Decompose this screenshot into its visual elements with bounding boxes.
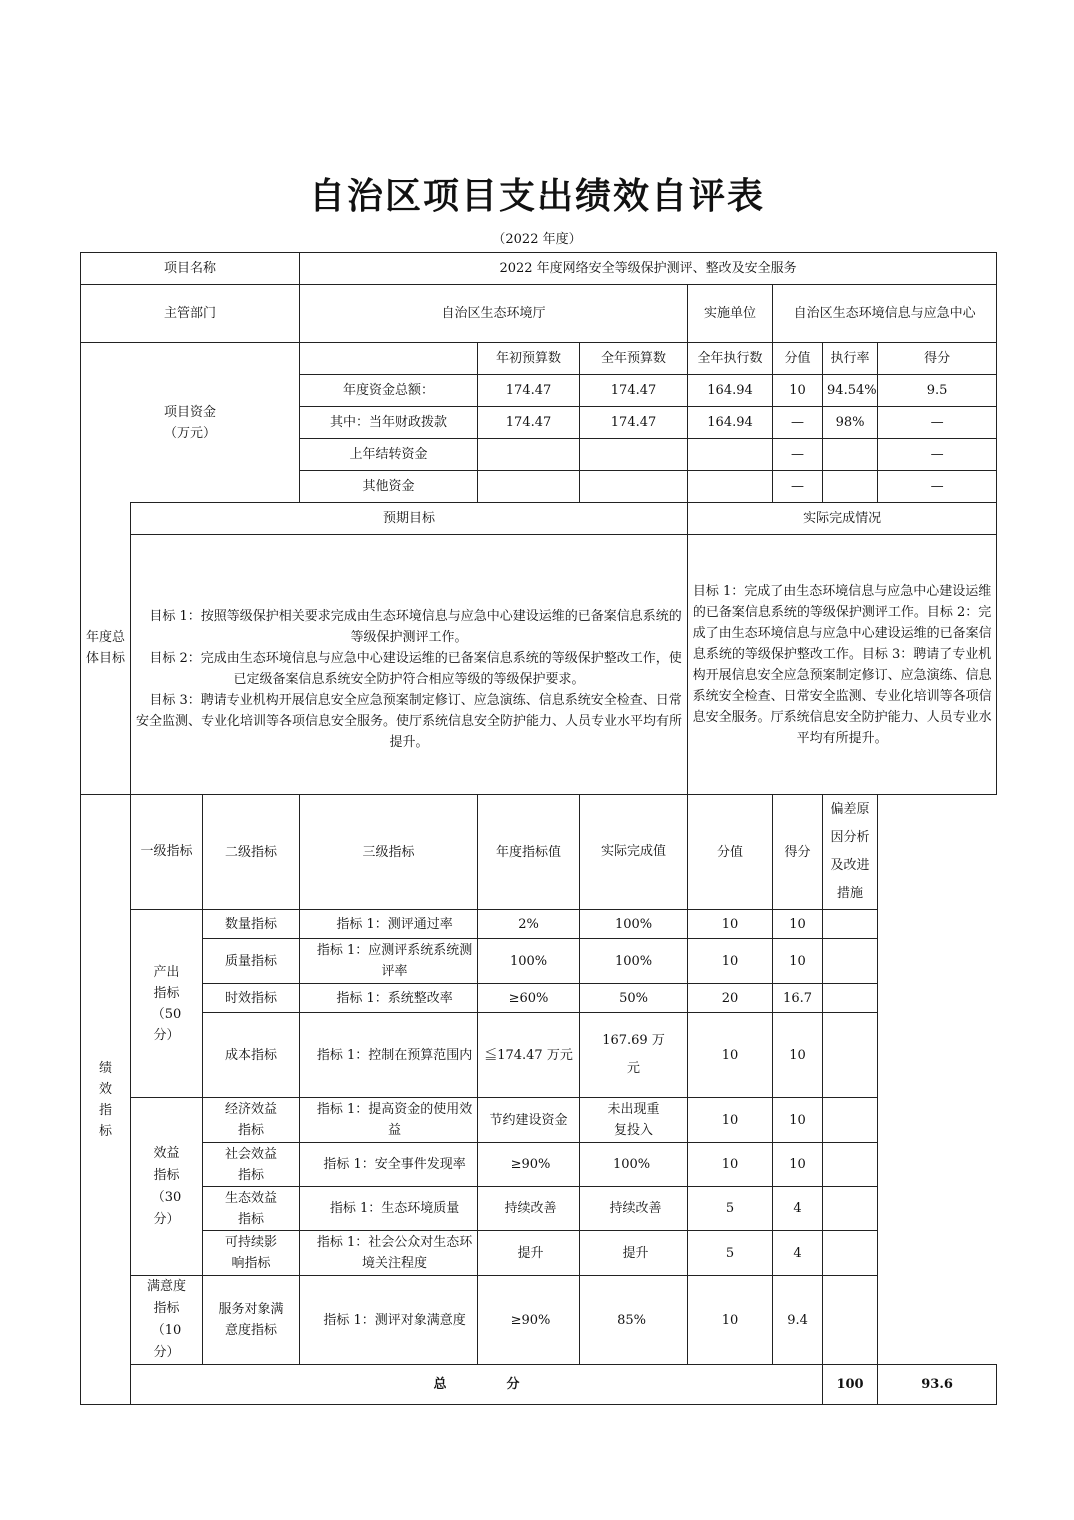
reason-cell [823, 1231, 878, 1276]
level3-cell: 指标 1：生态环境质量 [300, 1187, 478, 1231]
funds-cell: — [773, 407, 823, 439]
header-reason: 偏差原因分析及改进措施 [823, 795, 878, 910]
funds-cell: 10 [773, 375, 823, 407]
funds-cell [580, 471, 688, 503]
header-target: 年度指标值 [478, 795, 580, 910]
target-cell: ≥90% [478, 1276, 580, 1365]
level3-cell: 指标 1：应测评系统系统测评率 [300, 939, 478, 984]
total-score: 100 [823, 1365, 878, 1405]
got-cell: 4 [773, 1187, 823, 1231]
goals-actual: 目标 1：完成了由生态环境信息与应急中心建设运维的已备案信息系统的等级保护测评工作。目标 2：完成了由生态环境信息与应急中心建设运维的已备案信息系统的等级保护整改工作。目标 3：聘请了专业机构开展信息安全应急预案制定修订、应急演练、信息系统安全检查、日常安全监测、专业化培训等各项信息安全服务。厅系统信息安全防护能力、人员专业水平均有所提升。 [688, 535, 997, 795]
level2-cell: 数量指标 [203, 910, 300, 939]
score-cell: 10 [688, 1276, 773, 1365]
funds-header-rate: 执行率 [823, 343, 878, 375]
funds-cell: 164.94 [688, 375, 773, 407]
funds-cell: 174.47 [580, 375, 688, 407]
page-title: 自治区项目支出绩效自评表 [308, 176, 765, 217]
dept-value: 自治区生态环境厅 [300, 285, 688, 343]
actual-cell: 100% [580, 910, 688, 939]
reason-cell [823, 1013, 878, 1098]
goal-expected-2: 目标 2：完成由生态环境信息与应急中心建设运维的已备案信息系统的等级保护整改工作，使已定级备案信息系统安全防护符合相应等级的等级保护要求。 [149, 650, 682, 687]
goals-expected [131, 535, 688, 795]
impl-label: 实施单位 [688, 285, 773, 343]
indicators-label: 绩效指标 [81, 795, 131, 1405]
funds-unit: （万元） [164, 425, 217, 441]
goals-actual-header: 实际完成情况 [688, 503, 997, 535]
funds-header-executed: 全年执行数 [688, 343, 773, 375]
level3-cell: 指标 1：测评对象满意度 [300, 1276, 478, 1365]
level3-cell: 指标 1：测评通过率 [300, 910, 478, 939]
reason-cell [823, 1276, 878, 1365]
funds-header-got: 得分 [878, 343, 997, 375]
funds-cell: 94.54% [823, 375, 878, 407]
actual-cell: 50% [580, 984, 688, 1013]
target-cell: ≥90% [478, 1143, 580, 1187]
funds-cell: — [878, 439, 997, 471]
score-cell: 5 [688, 1187, 773, 1231]
actual-cell: 未出现重复投入 [580, 1098, 688, 1143]
header-got: 得分 [773, 795, 823, 910]
header-actual: 实际完成值 [580, 795, 688, 910]
level3-cell: 指标 1：控制在预算范围内 [300, 1013, 478, 1098]
target-cell: 提升 [478, 1231, 580, 1276]
actual-cell: 100% [580, 1143, 688, 1187]
funds-header-score: 分值 [773, 343, 823, 375]
level3-cell: 指标 1：提高资金的使用效益 [300, 1098, 478, 1143]
funds-cell: 164.94 [688, 407, 773, 439]
page-subtitle: （2022 年度） [492, 232, 582, 247]
header-level2: 二级指标 [203, 795, 300, 910]
funds-cell: — [878, 471, 997, 503]
funds-cell [478, 439, 580, 471]
actual-cell: 85% [580, 1276, 688, 1365]
level3-cell: 指标 1：安全事件发现率 [300, 1143, 478, 1187]
target-cell: 100% [478, 939, 580, 984]
level3-cell: 指标 1：社会公众对生态环境关注程度 [300, 1231, 478, 1276]
target-cell: 持续改善 [478, 1187, 580, 1231]
goals-label: 年度总体目标 [81, 503, 131, 795]
level2-cell: 社会效益指标 [203, 1143, 300, 1187]
score-cell: 10 [688, 910, 773, 939]
score-cell: 20 [688, 984, 773, 1013]
funds-row-name: 其中：当年财政拨款 [300, 407, 478, 439]
got-cell: 9.4 [773, 1276, 823, 1365]
project-name-value: 2022 年度网络安全等级保护测评、整改及安全服务 [300, 253, 997, 285]
funds-row-name: 上年结转资金 [300, 439, 478, 471]
score-cell: 10 [688, 1013, 773, 1098]
level2-cell: 生态效益指标 [203, 1187, 300, 1231]
funds-cell: — [878, 407, 997, 439]
funds-cell [688, 471, 773, 503]
actual-cell: 167.69 万元 [580, 1013, 688, 1098]
goal-expected-1: 目标 1：按照等级保护相关要求完成由生态环境信息与应急中心建设运维的已备案信息系统的等级保护测评工作。 [149, 608, 682, 645]
header-score: 分值 [688, 795, 773, 910]
target-cell: ≦174.47 万元 [478, 1013, 580, 1098]
funds-header-full: 全年预算数 [580, 343, 688, 375]
goals-expected-header: 预期目标 [131, 503, 688, 535]
actual-cell: 提升 [580, 1231, 688, 1276]
funds-header-blank [300, 343, 478, 375]
funds-cell: — [773, 439, 823, 471]
funds-label [81, 343, 300, 503]
evaluation-table [80, 252, 997, 1405]
level2-cell: 经济效益指标 [203, 1098, 300, 1143]
level2-cell: 质量指标 [203, 939, 300, 984]
reason-cell [823, 984, 878, 1013]
reason-cell [823, 1098, 878, 1143]
group-output: 产出指标（50 分） [131, 910, 203, 1098]
header-level3: 三级指标 [300, 795, 478, 910]
reason-cell [823, 1143, 878, 1187]
funds-cell: 174.47 [478, 375, 580, 407]
target-cell: 2% [478, 910, 580, 939]
got-cell: 10 [773, 1098, 823, 1143]
funds-header-initial: 年初预算数 [478, 343, 580, 375]
total-got: 93.6 [878, 1365, 997, 1405]
total-label-a: 总 [433, 1377, 447, 1392]
level2-cell: 可持续影响指标 [203, 1231, 300, 1276]
total-label-b: 分 [506, 1377, 520, 1392]
funds-cell: — [773, 471, 823, 503]
funds-cell [823, 439, 878, 471]
funds-cell [688, 439, 773, 471]
funds-row-name: 其他资金 [300, 471, 478, 503]
reason-cell [823, 910, 878, 939]
level2-cell: 服务对象满意度指标 [203, 1276, 300, 1365]
funds-label-text: 项目资金 [164, 404, 217, 420]
level3-cell: 指标 1：系统整改率 [300, 984, 478, 1013]
got-cell: 10 [773, 1013, 823, 1098]
actual-cell: 持续改善 [580, 1187, 688, 1231]
target-cell: ≥60% [478, 984, 580, 1013]
group-benefit: 效益指标（30 分） [131, 1098, 203, 1276]
got-cell: 10 [773, 939, 823, 984]
group-satisfaction: 满意度指标（10 分） [131, 1276, 203, 1365]
score-cell: 10 [688, 1098, 773, 1143]
dept-label: 主管部门 [81, 285, 300, 343]
score-cell: 10 [688, 1143, 773, 1187]
target-cell: 节约建设资金 [478, 1098, 580, 1143]
level2-cell: 时效指标 [203, 984, 300, 1013]
header-level1: 一级指标 [131, 795, 203, 910]
funds-cell: 174.47 [580, 407, 688, 439]
got-cell: 4 [773, 1231, 823, 1276]
reason-cell [823, 1187, 878, 1231]
funds-cell [823, 471, 878, 503]
funds-row-name: 年度资金总额： [300, 375, 478, 407]
got-cell: 16.7 [773, 984, 823, 1013]
score-cell: 5 [688, 1231, 773, 1276]
funds-cell [478, 471, 580, 503]
funds-cell [580, 439, 688, 471]
funds-cell: 98% [823, 407, 878, 439]
score-cell: 10 [688, 939, 773, 984]
funds-cell: 174.47 [478, 407, 580, 439]
actual-cell: 100% [580, 939, 688, 984]
impl-value: 自治区生态环境信息与应急中心 [773, 285, 997, 343]
project-name-label: 项目名称 [81, 253, 300, 285]
goal-expected-3: 目标 3：聘请专业机构开展信息安全应急预案制定修订、应急演练、信息系统安全检查、日常安全监测、专业化培训等各项信息安全服务。使厅系统信息安全防护能力、人员专业水平均有所提升。 [136, 692, 683, 750]
level2-cell: 成本指标 [203, 1013, 300, 1098]
got-cell: 10 [773, 1143, 823, 1187]
got-cell: 10 [773, 910, 823, 939]
total-label [131, 1365, 823, 1405]
funds-cell: 9.5 [878, 375, 997, 407]
reason-cell [823, 939, 878, 984]
